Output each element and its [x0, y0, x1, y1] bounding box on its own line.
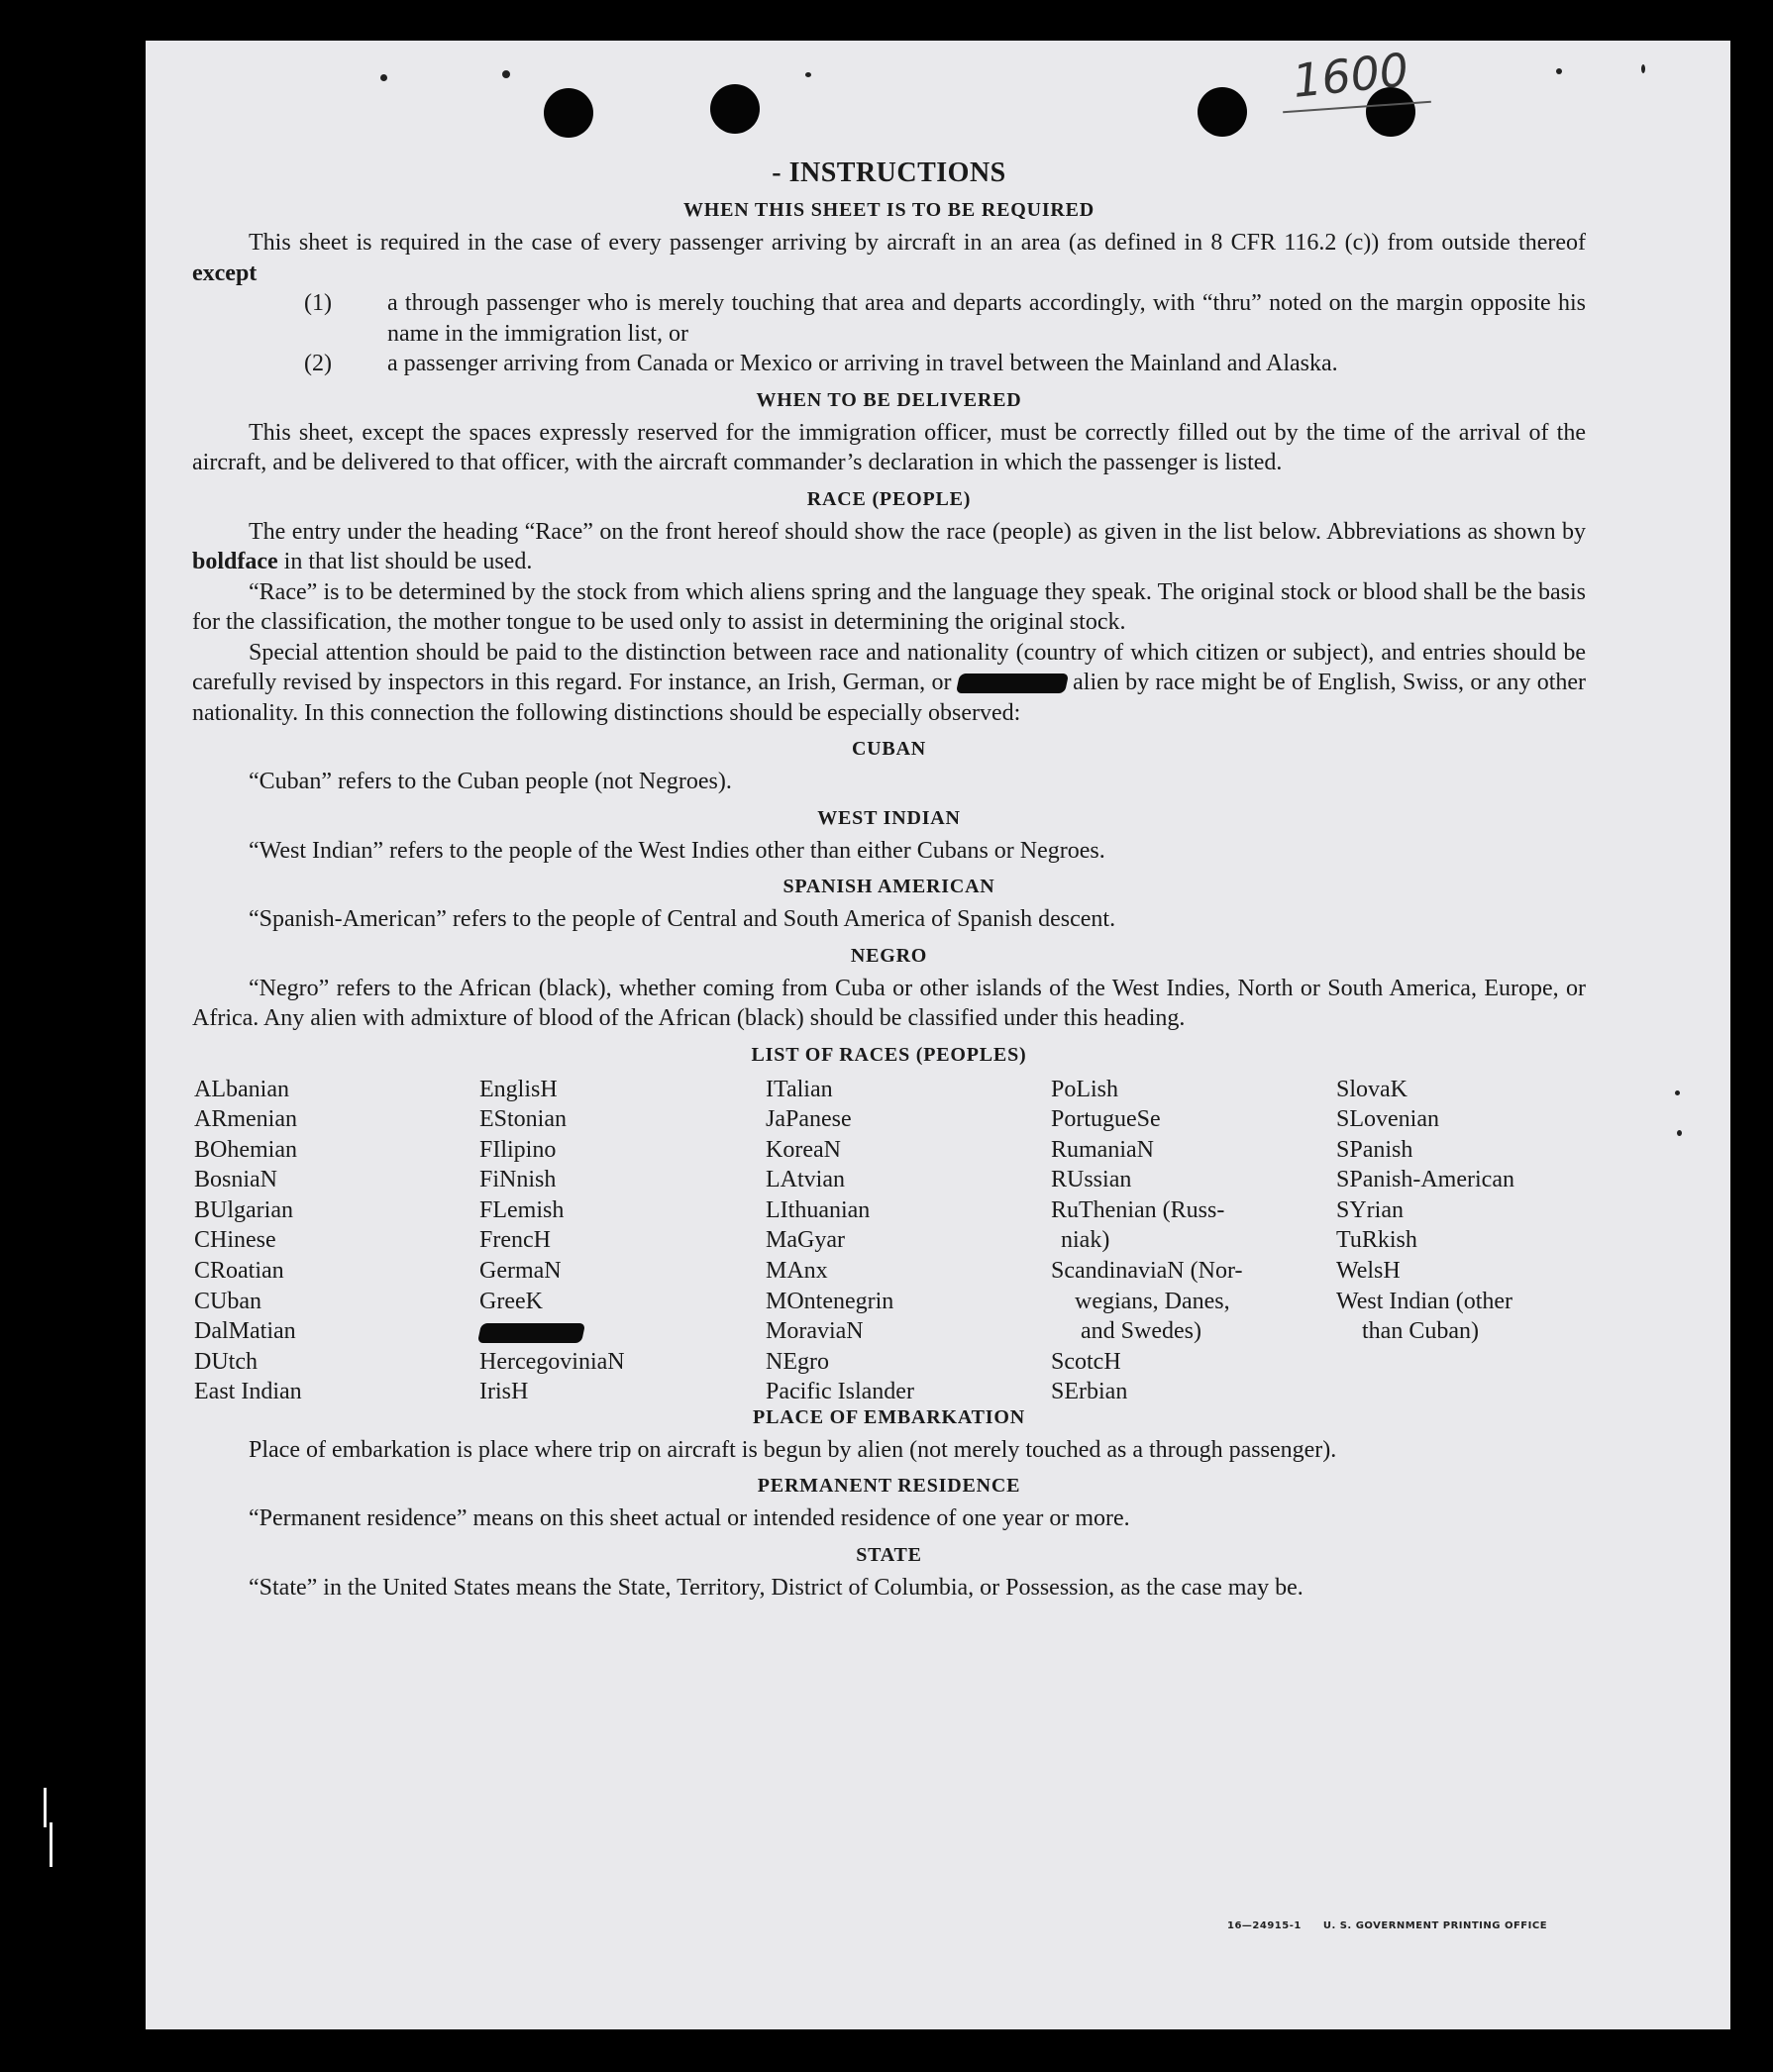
race-entry: PortugueSe	[1051, 1106, 1161, 1133]
race-entry: ITalian	[766, 1076, 833, 1102]
printer-imprint: U. S. GOVERNMENT PRINTING OFFICE	[1322, 1920, 1548, 1931]
race-entry: ARmenian	[194, 1106, 297, 1133]
section-heading-cuban: CUBAN	[851, 738, 927, 760]
race-entry: MaGyar	[766, 1227, 845, 1254]
punch-hole	[1198, 87, 1247, 137]
race-entry: CUban	[194, 1288, 261, 1314]
races-column-1	[194, 1075, 302, 1408]
list-number: (1)	[304, 290, 332, 316]
paragraph-when-required	[192, 228, 1586, 288]
race-entry: BUlgarian	[194, 1196, 293, 1223]
paragraph-text: Special attention should be paid to the distinction between race and nationality (country of which citizen or subject), and entries should be carefully revised by inspectors in this regard. For instance, an Irish, German, or	[192, 639, 1586, 695]
race-entry: MAnx	[766, 1258, 828, 1285]
section-heading-races-list: LIST OF RACES (PEOPLES)	[751, 1043, 1027, 1066]
race-entry: RumaniaN	[1051, 1136, 1154, 1163]
paragraph-state: “State” in the United States means the State, Territory, District of Columbia, or Possession, as the case may be.	[249, 1574, 1304, 1601]
section-heading-permanent-residence: PERMANENT RESIDENCE	[757, 1475, 1021, 1497]
section-heading-state: STATE	[856, 1543, 922, 1566]
speck	[502, 70, 510, 78]
race-entry: NEgro	[766, 1348, 829, 1375]
paragraph-race-3	[192, 638, 1586, 729]
races-column-3	[766, 1075, 914, 1408]
section-heading-embarkation: PLACE OF EMBARKATION	[753, 1405, 1025, 1428]
race-entry: East Indian	[194, 1379, 302, 1405]
race-entry: DalMatian	[194, 1318, 296, 1345]
scan-edge-mark	[50, 1822, 52, 1867]
race-entry: TuRkish	[1336, 1227, 1417, 1254]
race-entry: SPanish	[1336, 1136, 1413, 1163]
speck	[1675, 1090, 1680, 1095]
race-entry: LIthuanian	[766, 1196, 871, 1223]
section-heading-spanish-american: SPANISH AMERICAN	[782, 876, 995, 897]
paragraph-permanent-residence: “Permanent residence” means on this sheet actual or intended residence of one year or more.	[249, 1505, 1130, 1531]
document-body	[192, 157, 1586, 1603]
paragraph-text: in that list should be used.	[283, 549, 533, 574]
race-entry-continued: than Cuban)	[1362, 1318, 1479, 1345]
race-entry: KoreaN	[766, 1136, 841, 1163]
races-list	[192, 1075, 1586, 1405]
race-entry-redacted	[479, 1316, 625, 1347]
paragraph-text: The entry under the heading “Race” on the front hereof should show the race (people) as given in the list below. Abbreviations as shown by	[249, 518, 1586, 545]
race-entry-continued: wegians, Danes,	[1075, 1288, 1230, 1314]
races-column-4	[1051, 1075, 1242, 1408]
section-heading-negro: NEGRO	[850, 944, 928, 967]
race-entry: SlovaK	[1336, 1076, 1408, 1102]
race-entry: SYrian	[1336, 1196, 1404, 1223]
document-page	[146, 41, 1730, 2029]
race-entry: GermaN	[479, 1258, 562, 1285]
speck	[805, 72, 811, 77]
paragraph-spanish-american: “Spanish-American” refers to the people of Central and South America of Spanish descent.	[249, 906, 1116, 932]
race-entry: BosniaN	[194, 1167, 277, 1193]
race-entry: ALbanian	[194, 1076, 289, 1102]
redaction-mark	[956, 673, 1069, 693]
race-entry: CRoatian	[194, 1258, 284, 1285]
race-entry: SLovenian	[1336, 1106, 1439, 1133]
paragraph-race-1	[192, 517, 1586, 577]
race-entry: JaPanese	[766, 1106, 852, 1133]
race-entry: MoraviaN	[766, 1318, 864, 1345]
races-column-2	[479, 1075, 625, 1408]
race-entry: ScandinaviaN (Nor-	[1051, 1258, 1243, 1285]
race-entry: HercegoviniaN	[479, 1348, 625, 1375]
race-entry-continued: and Swedes)	[1081, 1318, 1201, 1345]
race-entry: ScotcH	[1051, 1348, 1121, 1375]
printer-footer	[1227, 1920, 1569, 1931]
race-entry: FiNnish	[479, 1167, 557, 1193]
paragraph-when-delivered: This sheet, except the spaces expressly reserved for the immigration officer, must be correctly filled out by the time of the arrival of the aircraft, and be delivered to that officer, with the aircraft commander’s declaration in which the passenger is listed.	[192, 419, 1586, 475]
speck	[1641, 64, 1645, 73]
emphasis-text: except	[192, 259, 258, 286]
scan-edge-mark	[44, 1788, 47, 1827]
race-entry: EStonian	[479, 1106, 567, 1133]
paragraph-text: alien by race might be of English, Swiss, or any other nationality. In this connection the following distinctions should be especially observed:	[192, 670, 1587, 726]
races-column-5	[1336, 1075, 1514, 1347]
section-heading-west-indian: WEST INDIAN	[817, 806, 961, 829]
race-entry: IrisH	[479, 1379, 529, 1405]
speck	[380, 74, 387, 81]
list-item	[192, 349, 1586, 379]
race-entry: FLemish	[479, 1196, 565, 1223]
race-entry: Pacific Islander	[766, 1379, 914, 1405]
punch-hole	[710, 84, 760, 134]
bold-text: boldface	[192, 549, 278, 574]
speck	[1677, 1130, 1682, 1136]
paragraph-embarkation: Place of embarkation is place where trip on aircraft is begun by alien (not merely touched as a through passenger).	[249, 1436, 1337, 1463]
race-entry: LAtvian	[766, 1167, 845, 1193]
race-entry: MOntenegrin	[766, 1288, 894, 1314]
paragraph-negro: “Negro” refers to the African (black), whether coming from Cuba or other islands of the West Indies, North or South America, Europe, or Africa. Any alien with admixture of blood of the African (black) should be classified under this heading.	[192, 975, 1586, 1031]
list-number: (2)	[304, 351, 332, 376]
paragraph-text: This sheet is required in the case of every passenger arriving by aircraft in an area (as defined in 8 CFR 116.2 (c)) from outside thereof	[249, 230, 1586, 256]
race-entry: FIlipino	[479, 1136, 557, 1163]
form-number: 16—24915-1	[1227, 1920, 1302, 1931]
race-entry: SPanish-American	[1336, 1167, 1514, 1193]
race-entry: RUssian	[1051, 1167, 1132, 1193]
race-entry: GreeK	[479, 1288, 543, 1314]
paragraph-race-2: “Race” is to be determined by the stock from which aliens spring and the language they speak. The original stock or blood shall be the basis for the classification, the mother tongue to be used only to assist in determining the original stock.	[192, 578, 1586, 635]
page-title: - INSTRUCTIONS	[772, 157, 1006, 188]
race-entry: WelsH	[1336, 1258, 1401, 1285]
race-entry: West Indian (other	[1336, 1288, 1513, 1314]
race-entry: BOhemian	[194, 1136, 297, 1163]
race-entry: FrencH	[479, 1227, 551, 1254]
paragraph-west-indian: “West Indian” refers to the people of the West Indies other than either Cubans or Negroes.	[249, 837, 1105, 864]
punch-hole	[544, 88, 593, 138]
list-item-text: a passenger arriving from Canada or Mexico or arriving in travel between the Mainland and Alaska.	[387, 351, 1338, 376]
list-item	[192, 288, 1586, 349]
title-text: INSTRUCTIONS	[788, 157, 1006, 188]
section-heading-when-required: WHEN THIS SHEET IS TO BE REQUIRED	[682, 199, 1095, 221]
race-entry: SErbian	[1051, 1379, 1128, 1405]
list-item-text: a through passenger who is merely touching that area and departs accordingly, with “thru” noted on the margin opposite his name in the immigration list, or	[387, 290, 1586, 347]
section-heading-race: RACE (PEOPLE)	[806, 487, 972, 510]
redaction-mark	[477, 1323, 585, 1343]
race-entry: RuThenian (Russ-	[1051, 1196, 1225, 1223]
race-entry: DUtch	[194, 1348, 258, 1375]
paragraph-cuban: “Cuban” refers to the Cuban people (not Negroes).	[249, 769, 732, 794]
race-entry: PoLish	[1051, 1076, 1119, 1102]
handwritten-number: 1600	[1290, 43, 1411, 108]
race-entry-continued: niak)	[1061, 1227, 1110, 1254]
speck	[1556, 68, 1562, 74]
section-heading-when-delivered: WHEN TO BE DELIVERED	[756, 388, 1022, 411]
race-entry: EnglisH	[479, 1076, 558, 1102]
race-entry: CHinese	[194, 1227, 276, 1254]
